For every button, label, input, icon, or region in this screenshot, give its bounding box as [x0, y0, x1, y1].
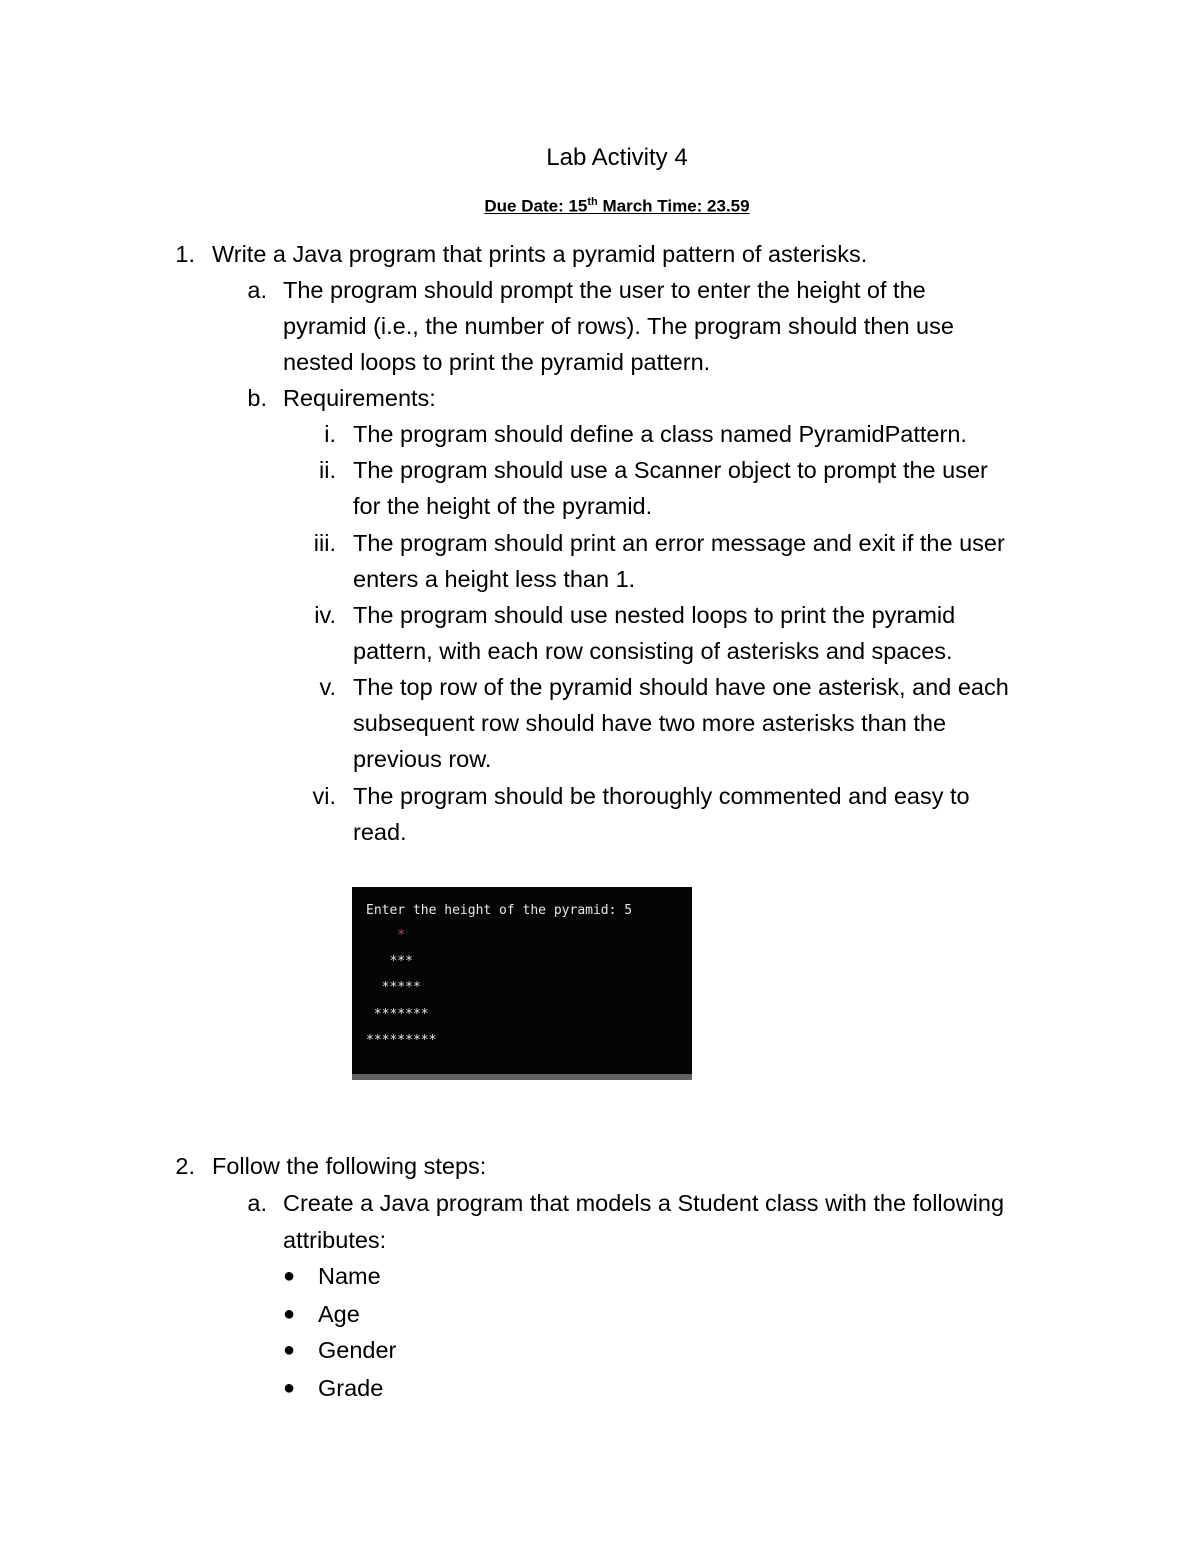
q2a-line-2: attributes:	[283, 1227, 387, 1253]
req-iv-line-2: pattern, with each row consisting of asterisks and spaces.	[353, 638, 953, 664]
console-row-3: *****	[366, 980, 421, 995]
req-label-vi: vi.	[312, 783, 336, 809]
q2-text: Follow the following steps:	[212, 1153, 487, 1179]
q2-number: 2.	[175, 1153, 195, 1179]
page-title: Lab Activity 4	[546, 144, 688, 171]
req-label-i: i.	[324, 421, 336, 447]
q2a-label: a.	[247, 1190, 267, 1216]
due-date	[0, 196, 1200, 217]
due-date-sup: th	[587, 196, 598, 208]
bullet-icon: ●	[283, 1265, 296, 1287]
req-iv-line-1: The program should use nested loops to print the pyramid	[353, 602, 956, 628]
req-ii-line-2: for the height of the pyramid.	[353, 493, 653, 519]
bullet-icon: ●	[283, 1377, 296, 1399]
console-prompt: Enter the height of the pyramid: 5	[366, 903, 633, 918]
q1b-text: Requirements:	[283, 385, 436, 411]
attribute-gender: Gender	[318, 1337, 397, 1363]
q1-number: 1.	[175, 241, 195, 267]
due-date-prefix: Due Date: 15	[484, 196, 588, 216]
req-v-line-3: previous row.	[353, 746, 492, 772]
req-i-line-1: The program should define a class named PyramidPattern.	[353, 421, 967, 447]
req-iii-line-1: The program should print an error message and exit if the user	[353, 530, 1005, 556]
q1b-label: b.	[247, 385, 267, 411]
req-vi-line-1: The program should be thoroughly commented and easy to	[353, 783, 970, 809]
attribute-age: Age	[318, 1301, 360, 1327]
bullet-icon: ●	[283, 1303, 296, 1325]
attribute-grade: Grade	[318, 1375, 384, 1401]
q1a-label: a.	[247, 277, 267, 303]
req-label-iv: iv.	[314, 602, 336, 628]
q1a-line-1: The program should prompt the user to enter the height of the	[283, 277, 926, 303]
console-row-2: ***	[366, 954, 413, 969]
req-label-ii: ii.	[319, 457, 336, 483]
q1-text: Write a Java program that prints a pyramid pattern of asterisks.	[212, 241, 868, 267]
q2a-line-1: Create a Java program that models a Student class with the following	[283, 1190, 1005, 1216]
req-v-line-1: The top row of the pyramid should have one asterisk, and each	[353, 674, 1009, 700]
q1a-line-2: pyramid (i.e., the number of rows). The program should then use	[283, 313, 954, 339]
req-iii-line-2: enters a height less than 1.	[353, 566, 636, 592]
q1a-line-3: nested loops to print the pyramid pattern.	[283, 349, 711, 375]
attribute-name: Name	[318, 1263, 381, 1289]
console-bottom-bar	[352, 1074, 692, 1080]
req-label-v: v.	[319, 674, 336, 700]
console-row-1: *	[366, 928, 406, 943]
due-date-suffix: March Time: 23.59	[597, 196, 750, 216]
req-label-iii: iii.	[313, 530, 336, 556]
bullet-icon: ●	[283, 1339, 296, 1361]
console-row-5: *********	[366, 1033, 437, 1048]
req-vi-line-2: read.	[353, 819, 407, 845]
req-ii-line-1: The program should use a Scanner object to prompt the user	[353, 457, 988, 483]
req-v-line-2: subsequent row should have two more asterisks than the	[353, 710, 947, 736]
console-row-4: *******	[366, 1007, 429, 1022]
console-screenshot	[352, 887, 692, 1080]
